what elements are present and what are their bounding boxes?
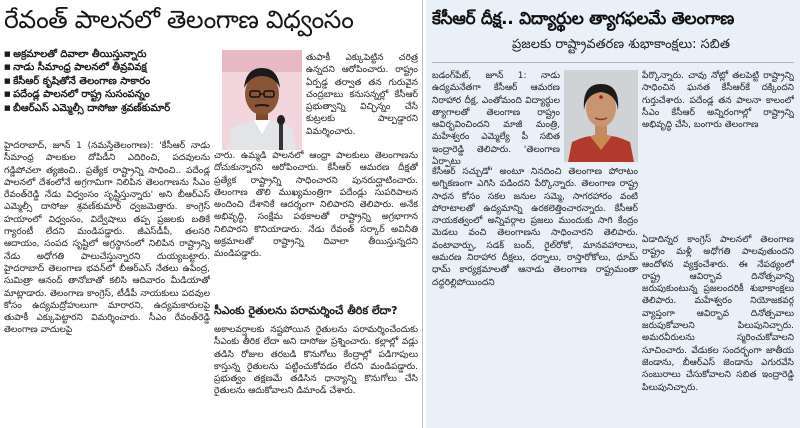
bullet-item: ■ అక్రమాలతో దివాలా తీయిస్తున్నారు (4, 48, 214, 61)
article-paragraph: ఏడాదిన్నర కాంగ్రెస్ పాలనలో తెలంగాణ రాష్ట్రం మళ్లీ అధోగతి పాలవుతుందని ఆందోళన వ్యక్తంచేశారు. ఈ నేపథ్యంలో రాష్ట్ర ఆవిర్భావ దినోత్సవాన్ని జరుపుకుంటున్న ప్రజలందరికీ శుభాకాంక్షలు తెలిపారు. మహేశ్వరం నియోజకవర్గ వ్యాప్తంగా ఆవిర్భావ దినోత్సవాలు జరుపుకోవాలని పిలుపునిచ్చారు. అమరవీరులను స్మరించుకోవాలని సూచించారు. వేడుకల సందర్భంగా జాతీయ జెండాను, బీఆర్ఎస్ జెండాను ఎగురవేసి సంబురాలు చేసుకోవాలని సబిత ఇంద్రారెడ్డి పిలుపునిచ్చారు. (642, 235, 794, 393)
article-paragraph: బడంగ్‌పేట్, జూన్ 1: నాడు ఉద్యమనేతగా కేసీఆర్ ఆమరణ నిరాహార దీక్ష, ఎంతోమంది విద్యార్థుల త్యాగాలతో తెలంగాణ రాష్ట్రం ఆవిర్భవించిందని మాజీ మంత్రి, మహేశ్వరం ఎమ్మెల్యే పీ సబిత ఇంద్రారెడ్డి తెలిపారు. 'తెలంగాణ ఏర్పాటు (432, 71, 560, 168)
headline-rule (432, 62, 794, 63)
left-headline: రేవంత్ పాలనలో తెలంగాణ విధ్వంసం (4, 5, 354, 34)
article-paragraph: హైదరాబాద్, జూన్ 1 (నమస్తేతెలంగాణ): 'కేసీఆర్ నాడు సీమాంధ్ర పాలకుల దోపిడీని ఎదిరించి, పదవులను గడ్డిపోచలా త్యజించి.. ప్రత్యేక రాష్ట్రాన్ని సాధించి.. పదేండ్ల పాలనలో దేశంలోనే అగ్రగామిగా నిలిపిన తెలంగాణను సీఎం రేవంత్‌రెడ్డి నేడు విధ్వంసం సృష్టిస్తున్నారు' అని బీఆర్ఎస్ ఎమ్మెల్సీ దాసోజు శ్రవణ్‌కుమార్ ధ్వజమెత్తారు. కాంగ్రెస్ హయాంలో విధ్వంసం, విద్వేషాలు తప్ప ప్రజలకు బతికే గ్యారంటీ లేదని మండిపడ్డారు. జీఎస్‌డీపీ, తలసరి ఆదాయం, సంపద సృష్టిలో అగ్రస్థానంలో నిలిపిన రాష్ట్రాన్ని నేడు అధోగతి పాలుచేస్తున్నారని దుయ్యబట్టారు. హైదరాబాద్ తెలంగాణ భవన్‌లో బీఆర్ఎస్ నేతలు ఉపేంద్ర, సుమిత్రా ఆనంద్ తానోబాతో కలిసి ఆదివారం మీడియాతో మాట్లాడారు. తెలంగాణ కాంగ్రెస్, టీడీపీ నాయకులు పదవుల కోసం ఉద్యమద్రోహులుగా మారారని, ఉద్యమకారులపై తుపాకీ ఎక్కుపెట్టారని విమర్శించారు. సీఎం రేవంత్‌రెడ్డి తెలంగాణ వాదులపై (4, 141, 210, 336)
article-paragraph: చారు. ఉమ్మడి పాలనలో ఆంధ్రా పాలకులు తెలంగాణను దోచుకున్నారని ఆరోపించారు. కేసీఆర్ ఆమరణ దీక్షతో ప్రత్యేక రాష్ట్రాన్ని సాధించారని పునరుద్ఘాటించారు. తెలంగాణ తొలి ముఖ్యమంత్రిగా పదేండ్లు సుపరిపాలన అందించి దేశానికే ఆదర్శంగా నిలిపారని తెలిపారు. అనేక అభివృద్ధి, సంక్షేమ పథకాలతో రాష్ట్రాన్ని అగ్రభాగాన నిలిపారని కొనియాడారు. నేడు రేవంత్ సర్కార్ అవినీతి అక్రమాలతో రాష్ట్రాన్ని దివాలా తీయిస్తున్నదని మండిపడ్డారు. (214, 151, 418, 260)
article-paragraph: కేసీఆర్ సచ్చుడో' అంటూ నినదించి తెలంగాణ పోరాటం అగ్నికణంగా ఎగిసి పడిందని పేర్కొన్నారు. తెలంగాణ రాష్ట్ర సాధన కోసం సకల జనుల సమ్మె, సాగరహారం వంటి పోరాటాలతో ఉద్యమాన్ని ఉరకలెత్తించారన్నారు. కేసీఆర్ నాయకత్వంలో అన్నివర్గాల ప్రజలు ముందుకు సాగి కేంద్రం మెడలు వంచి తెలంగాణను సాధించారని తెలిపారు. వంటావార్పు, సడక్ బంద్, రైల్‌రోకో, మానవహారాలు, ఆమరణ నిరాహార దీక్షలు, ధర్నాలు, రాస్తారోకోలు, ధూమ్ ధామ్ కార్యక్రమాలతో ఆనాడు తెలంగాణ రాష్ట్రమంతా దద్దరిల్లిపోయిందని (432, 167, 638, 288)
right-headline: కేసీఆర్ దీక్ష.. విద్యార్థుల త్యాగఫలమే తెలంగాణ (432, 9, 734, 29)
bullet-item: ■ నాడు సీమాంధ్ర పాలనలో తీవ్రవివక్ష (4, 61, 214, 74)
sabitha-photo (564, 70, 638, 162)
article-paragraph: అకాలవర్షాలకు నష్టపోయిన రైతులను పరామర్శించేందుకు సీఎంకు తీరిక లేదా అని దాసోజు ప్రశ్నించారు. కల్లాల్లో వడ్లు తడిసి రోజుల తరబడి కొనుగోలు కేంద్రాల్లో పడిగాపులు కాస్తున్న రైతులను పట్టించుకోవడం లేదని మండిపడ్డారు. ప్రభుత్వం తక్షణమే తడిసిన ధాన్యాన్ని కొనుగోలు చేసి రైతులను ఆదుకోవాలని డిమాండ్ చేశారు. (214, 325, 418, 397)
article-subheading: సీఎంకు రైతులను పరామర్శించే తీరిక లేదా? (214, 304, 398, 317)
left-bullet-list (4, 48, 214, 115)
right-subheadline: ప్రజలకు రాష్ట్రావతరణ శుభాకాంక్షలు: సబిత (512, 37, 730, 52)
article-paragraph: పేర్కొన్నారు. చావు నోట్లో తలపెట్టి రాష్ట్రాన్ని సాధించిన ఘనత కేసీఆర్‌కే దక్కిందని గుర్తుచేశారు. పదేండ్ల తన పాలనా కాలంలో సీఎం కేసీఆర్ అన్నిరంగాల్లో రాష్ట్రాన్ని అభివృద్ధి చేసి, బంగారు తెలంగాణ (642, 71, 794, 131)
article-paragraph: తుపాకీ ఎక్కుపెట్టిన చరిత్ర ఉన్నదని ఆరోపించారు. రాష్ట్రం ఏర్పడ్డ తర్వాత తన గురువైన చంద్రబాబు కనుసన్నల్లో కేసీఆర్ ప్రభుత్వాన్ని విచ్ఛిన్నం చేసే కుట్రలకు పాల్పడ్డారని విమర్శించారు. (306, 53, 418, 137)
right-article (426, 0, 800, 428)
bullet-item: ■ పదేండ్ల పాలనలో రాష్ట్ర సుసంపన్నం (4, 88, 214, 101)
bullet-item: ■ కేసీఆర్ కృషితోనే తెలంగాణ సాకారం (4, 75, 214, 88)
column-divider (422, 0, 423, 428)
bullet-item: ■ బీఆర్ఎస్ ఎమ్మెల్సీ దాసోజు శ్రవణ్‌కుమార్ (4, 102, 214, 115)
speaker-photo (222, 50, 302, 150)
